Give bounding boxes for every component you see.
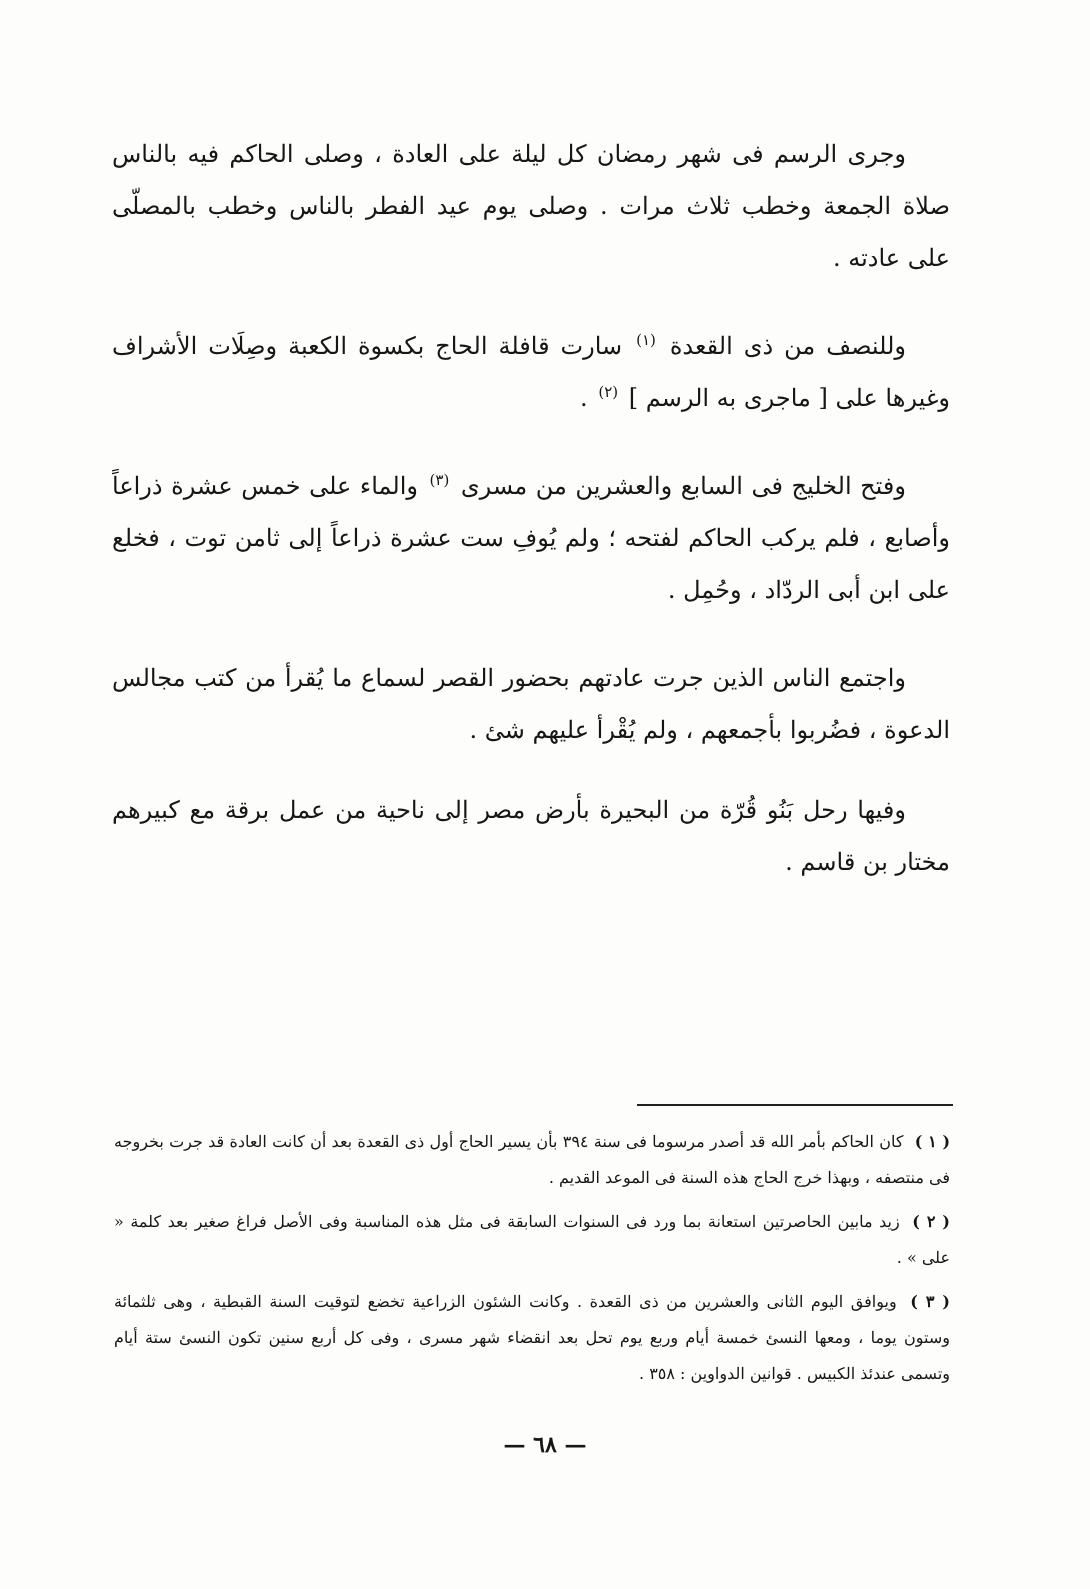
footnote-number: ( ٣ ) (910, 1292, 950, 1311)
footnote-ref-2[interactable]: (٢) (598, 383, 619, 401)
paragraph-canal-opening (112, 460, 950, 616)
paragraph-bani-qurra: وفيها رحل بَنُو قُرّة من البحيرة بأرض مصر إلى ناحية من عمل برقة مع كبيرهم مختار بن قاسم . (112, 796, 950, 876)
footnote-number: ( ٢ ) (912, 1212, 950, 1231)
paragraph-text: سارت قافلة الحاج بكسوة الكعبة وصِلَات الأشراف وغيرها على [ ماجرى به الرسم ] (112, 332, 950, 412)
paragraph-text: وللنصف من ذى القعدة (669, 332, 906, 360)
footnote-2 (114, 1204, 950, 1276)
paragraph-ramadan: وجرى الرسم فى شهر رمضان كل ليلة على العادة ، وصلى الحاكم فيه بالناس صلاة الجمعة وخطب ثلاث مرات . وصلى يوم عيد الفطر بالناس وخطب بالمصلّى على عادته . (112, 140, 950, 272)
footnote-1 (114, 1124, 950, 1196)
page-number: — ٦٨ — (503, 1432, 587, 1458)
footnote-text: كان الحاكم بأمر الله قد أصدر مرسوما فى سنة ٣٩٤ بأن يسير الحاج أول ذى القعدة بعد أن كانت العادة قد جرت بخروجه فى منتصفه ، وبهذا خرج الحاج هذه السنة فى الموعد القديم . (114, 1132, 950, 1187)
paragraph-text: وفتح الخليج فى السابع والعشرين من مسرى (460, 472, 906, 500)
paragraph-pilgrim-caravan (112, 320, 950, 424)
footnotes (114, 1124, 950, 1400)
footnote-number: ( ١ ) (914, 1132, 951, 1151)
footnote-ref-1[interactable]: (١) (636, 331, 656, 349)
footnote-text: ويوافق اليوم الثانى والعشرين من ذى القعدة . وكانت الشئون الزراعية تخضع لتوقيت السنة القبطية ، وهى ثلثمائة وستون يوما ، ومعها النسئ خمسة أيام وربع يوم تحل بعد انقضاء شهر مسرى ، وفى كل أربع سنين تكون النسئ ستة أيام وتسمى عندئذ الكبيس . قوانين الدواوين : ٣٥٨ . (114, 1292, 950, 1383)
main-text (112, 128, 950, 924)
footnote-3 (114, 1284, 950, 1392)
footnote-text: زيد مابين الحاصرتين استعانة بما ورد فى السنوات السابقة فى مثل هذه المناسبة وفى الأصل فراغ صغير بعد كلمة « على » . (114, 1212, 950, 1267)
paragraph-text: . (580, 384, 588, 412)
footnote-separator (637, 1104, 953, 1106)
paragraph-text: والماء على خمس عشرة ذراعاً وأصابع ، فلم يركب الحاكم لفتحه ؛ ولم يُوفِ ست عشرة ذراعاً إلى ثامن توت ، فخلع على ابن أبى الردّاد ، وحُمِل . (112, 472, 950, 604)
footnote-ref-3[interactable]: (٣) (429, 471, 450, 489)
paragraph-palace-gathering: واجتمع الناس الذين جرت عادتهم بحضور القصر لسماع ما يُقرأ من كتب مجالس الدعوة ، فضُربوا بأجمعهم ، ولم يُقْرأ عليهم شئ . (112, 664, 950, 744)
